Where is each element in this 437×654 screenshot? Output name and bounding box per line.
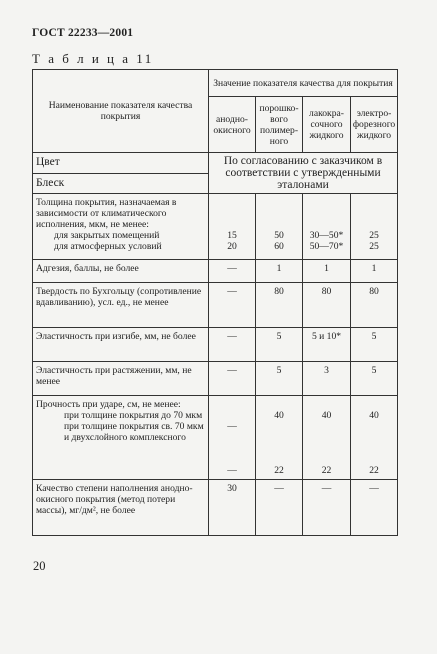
cell-fill-quality-c2: — bbox=[256, 480, 303, 536]
value: 30—50* bbox=[309, 230, 344, 241]
row-label-color: Цвет bbox=[33, 153, 209, 174]
col-header-powder: порошко-вого полимер-ного bbox=[256, 97, 303, 153]
cell-elastic-bend-c3: 5 и 10* bbox=[303, 328, 351, 362]
value-group-header: Значение показателя качества для покрытия bbox=[209, 70, 398, 97]
cell-elastic-stretch-c3: 3 bbox=[303, 362, 351, 396]
cell-elastic-stretch-c2: 5 bbox=[256, 362, 303, 396]
row-sub-impact-3: и двухслойного комплексного bbox=[64, 432, 186, 443]
cell-hardness-c2: 80 bbox=[256, 283, 303, 328]
cell-impact-c2 bbox=[256, 396, 303, 480]
merged-value-color-gloss: По согласованию с заказчиком в соответствии с утвержденными эталонами bbox=[209, 153, 398, 194]
cell-thickness-c1 bbox=[209, 194, 256, 260]
cell-fill-quality-c1: 30 bbox=[209, 480, 256, 536]
value: 20 bbox=[227, 241, 237, 252]
cell-fill-quality-c3: — bbox=[303, 480, 351, 536]
cell-impact-c3 bbox=[303, 396, 351, 480]
standard-header: ГОСТ 22233—2001 bbox=[32, 27, 134, 39]
cell-adhesion-c2: 1 bbox=[256, 260, 303, 283]
value: 22 bbox=[321, 465, 332, 476]
value: 22 bbox=[369, 465, 379, 476]
page-number: 20 bbox=[33, 559, 46, 573]
row-impact bbox=[33, 396, 209, 480]
cell-elastic-bend-c2: 5 bbox=[256, 328, 303, 362]
cell-hardness-c4: 80 bbox=[351, 283, 398, 328]
cell-adhesion-c3: 1 bbox=[303, 260, 351, 283]
row-thickness bbox=[33, 194, 209, 260]
cell-impact-c4 bbox=[351, 396, 398, 480]
value: 50 bbox=[274, 230, 284, 241]
row-label-elastic-bend: Эластичность при изгибе, мм, не более bbox=[33, 328, 209, 362]
cell-elastic-bend-c4: 5 bbox=[351, 328, 398, 362]
cell-hardness-c1: — bbox=[209, 283, 256, 328]
row-sub-impact-2: при толщине покрытия св. 70 мкм bbox=[64, 421, 204, 432]
row-label-impact: Прочность при ударе, см, не менее: bbox=[36, 399, 181, 410]
cell-adhesion-c1: — bbox=[209, 260, 256, 283]
value: 25 bbox=[369, 241, 379, 252]
row-label-adhesion: Адгезия, баллы, не более bbox=[33, 260, 209, 283]
col-header-anodic: анодно-окисного bbox=[209, 97, 256, 153]
cell-thickness-c3 bbox=[303, 194, 351, 260]
row-sub-impact-1: при толщине покрытия до 70 мкм bbox=[64, 410, 203, 421]
row-sub-outdoor: для атмосферных условий bbox=[54, 241, 162, 252]
name-column-header: Наименование показателя качества покрытия bbox=[33, 70, 209, 153]
cell-hardness-c3: 80 bbox=[303, 283, 351, 328]
value: 60 bbox=[274, 241, 284, 252]
cell-thickness-c2 bbox=[256, 194, 303, 260]
row-sub-indoor: для закрытых помещений bbox=[54, 230, 160, 241]
row-label-gloss: Блеск bbox=[33, 173, 209, 194]
value: 40 bbox=[369, 410, 379, 421]
value: 40 bbox=[274, 410, 284, 421]
value: — bbox=[227, 421, 237, 432]
value: 22 bbox=[274, 465, 284, 476]
col-header-paint: лакокра-сочного жидкого bbox=[303, 97, 351, 153]
value: 40 bbox=[321, 410, 332, 421]
value: 50—70* bbox=[309, 241, 344, 252]
quality-table bbox=[32, 69, 398, 536]
row-label-fill-quality: Качество степени наполнения анодно-окисного покрытия (метод потери массы), мг/дм², не более bbox=[33, 480, 209, 536]
cell-adhesion-c4: 1 bbox=[351, 260, 398, 283]
col-header-electro: электро-форезного жидкого bbox=[351, 97, 398, 153]
cell-thickness-c4 bbox=[351, 194, 398, 260]
table-caption: Т а б л и ц а 11 bbox=[32, 51, 154, 66]
row-label-elastic-stretch: Эластичность при растяжении, мм, не менее bbox=[33, 362, 209, 396]
cell-elastic-stretch-c4: 5 bbox=[351, 362, 398, 396]
value: 25 bbox=[369, 230, 379, 241]
row-label-hardness: Твердость по Бухгольцу (сопротивление вдавливанию), усл. ед., не менее bbox=[33, 283, 209, 328]
cell-fill-quality-c4: — bbox=[351, 480, 398, 536]
value: 15 bbox=[227, 230, 237, 241]
value: — bbox=[227, 465, 237, 476]
cell-elastic-stretch-c1: — bbox=[209, 362, 256, 396]
cell-elastic-bend-c1: — bbox=[209, 328, 256, 362]
row-label-thickness: Толщина покрытия, назначаемая в зависимости от климатического исполнения, мкм, не менее: bbox=[36, 197, 177, 230]
cell-impact-c1 bbox=[209, 396, 256, 480]
